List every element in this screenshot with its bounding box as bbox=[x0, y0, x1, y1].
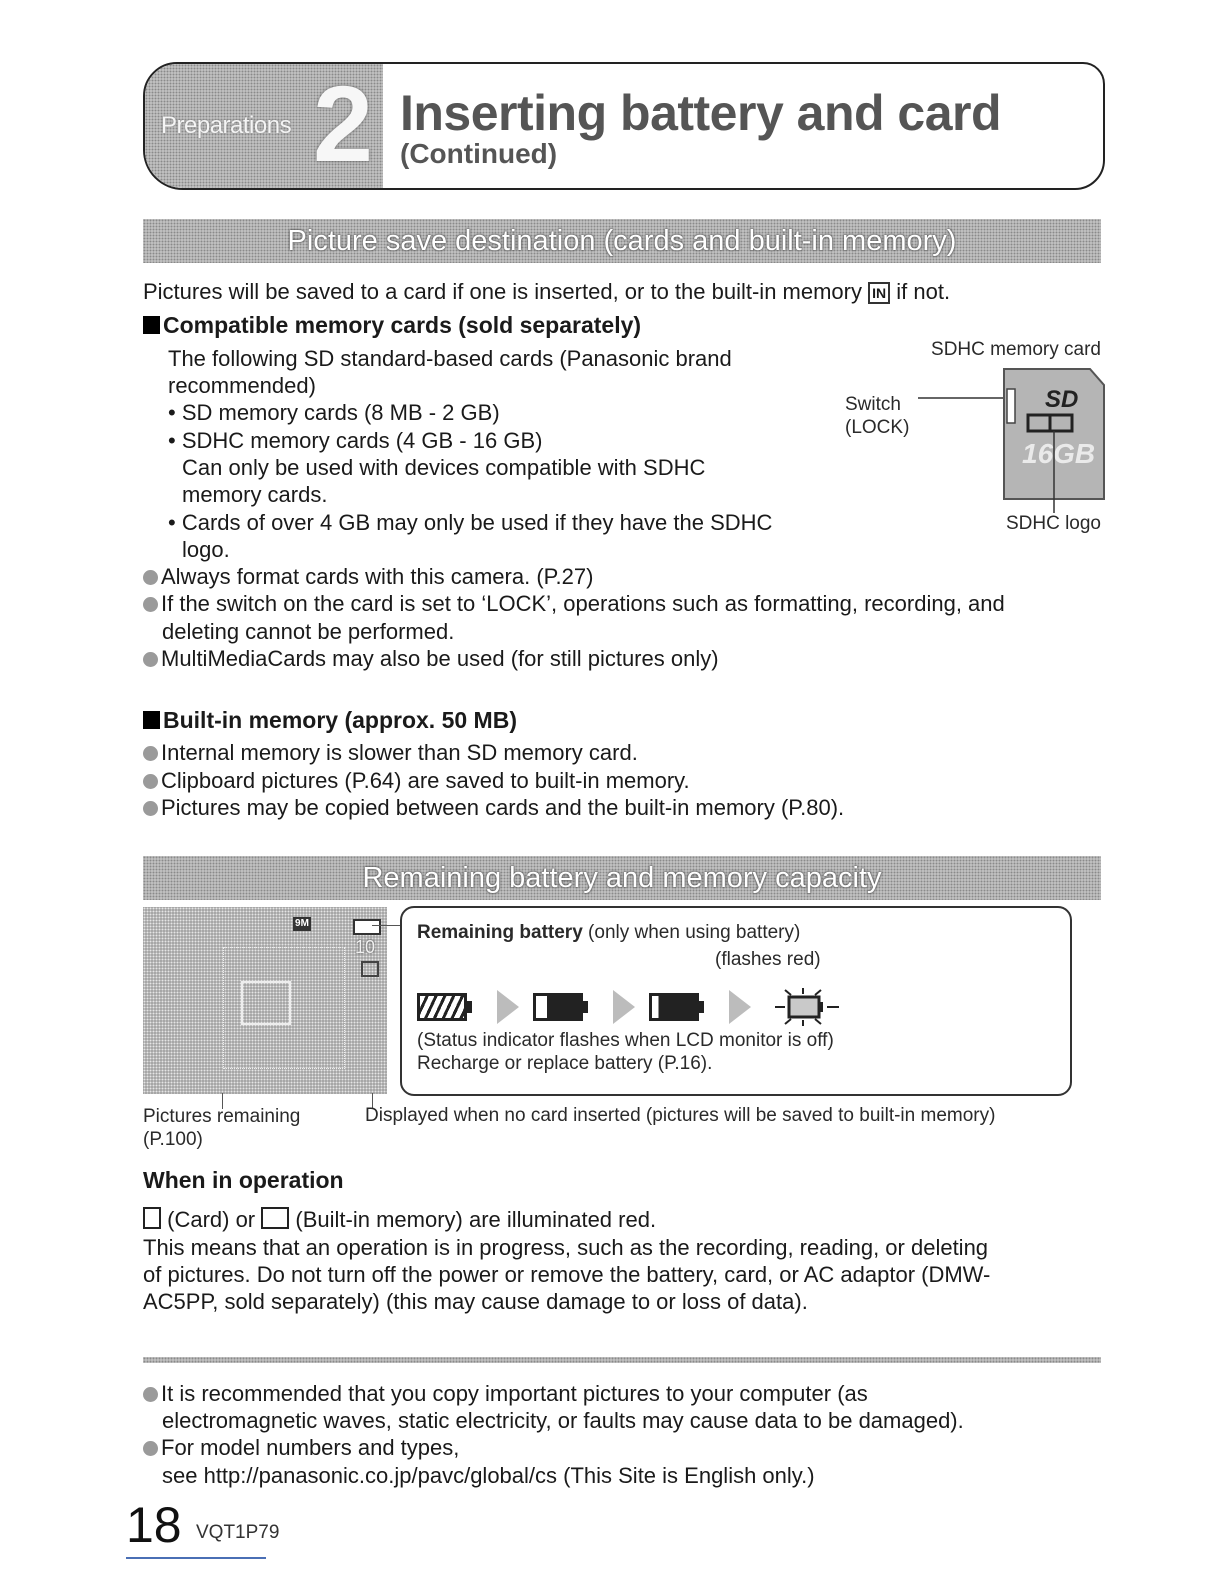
footnote-item: It is recommended that you copy important pictures to your computer (as bbox=[143, 1380, 868, 1407]
operation-line: of pictures. Do not turn off the power or remove the battery, card, or AC adaptor (DMW- bbox=[143, 1262, 991, 1287]
round-bullet-icon bbox=[143, 801, 158, 816]
pictures-remaining-count: 10 bbox=[355, 937, 376, 957]
camera-lcd-screen bbox=[143, 907, 387, 1094]
intro-text: Pictures will be saved to a card if one is inserted, or to the built-in memory IN if not. bbox=[143, 279, 951, 304]
section-bar-battery-capacity bbox=[143, 856, 1101, 900]
arrow-right-icon bbox=[497, 990, 519, 1024]
picture-size-icon: 9M bbox=[293, 917, 311, 931]
note-item: Clipboard pictures (P.64) are saved to built-in memory. bbox=[143, 767, 690, 794]
leader-line bbox=[372, 925, 402, 926]
switch-label: Switch (LOCK) bbox=[845, 394, 910, 438]
section-bar-title: Remaining battery and memory capacity bbox=[362, 862, 882, 894]
dotted-divider bbox=[143, 1357, 1101, 1363]
arrow-right-icon bbox=[729, 990, 751, 1024]
note-item: Pictures may be copied between cards and the built-in memory (P.80). bbox=[143, 794, 844, 821]
round-bullet-icon bbox=[143, 1387, 158, 1402]
operation-heading: When in operation bbox=[143, 1167, 344, 1193]
pictures-remaining-label: Pictures remaining (P.100) bbox=[143, 1106, 301, 1150]
sdhc-card-illustration bbox=[918, 365, 1108, 515]
card-type-detail: memory cards. bbox=[182, 482, 328, 507]
note-continuation: deleting cannot be performed. bbox=[162, 619, 455, 644]
compatible-text-line: recommended) bbox=[168, 373, 316, 398]
compatible-text-line: The following SD standard-based cards (Panasonic brand bbox=[168, 346, 732, 371]
square-bullet-icon bbox=[143, 316, 160, 334]
footnote-item: For model numbers and types, bbox=[143, 1434, 459, 1461]
flashes-red-label: (flashes red) bbox=[715, 949, 821, 970]
header-section-tab bbox=[145, 64, 383, 188]
note-item: If the switch on the card is set to ‘LOCK’, operations such as formatting, recording, and bbox=[143, 590, 1005, 617]
square-bullet-icon bbox=[143, 711, 160, 729]
builtin-memory-heading: Built-in memory (approx. 50 MB) bbox=[143, 707, 517, 734]
card-type-item: • SDHC memory cards (4 GB - 16 GB) bbox=[168, 428, 543, 453]
round-bullet-icon bbox=[143, 597, 158, 612]
page-title: Inserting battery and card bbox=[400, 85, 1002, 141]
card-type-item: • Cards of over 4 GB may only be used if they have the SDHC bbox=[168, 510, 773, 535]
compatible-cards-heading: Compatible memory cards (sold separately) bbox=[143, 312, 641, 339]
arrow-right-icon bbox=[613, 990, 635, 1024]
note-item: Always format cards with this camera. (P.27) bbox=[143, 563, 593, 590]
built-in-memory-icon bbox=[361, 961, 379, 977]
footnote-continuation: see http://panasonic.co.jp/pavc/global/cs (This Site is English only.) bbox=[162, 1463, 815, 1488]
battery-two-thirds-icon bbox=[533, 993, 583, 1021]
page-number: 18 bbox=[126, 1497, 182, 1553]
round-bullet-icon bbox=[143, 652, 158, 667]
battery-level-sequence bbox=[417, 986, 845, 1028]
callout-title: Remaining battery (only when using battery) bbox=[417, 922, 801, 943]
round-bullet-icon bbox=[143, 1441, 158, 1456]
card-access-icon bbox=[143, 1207, 161, 1229]
lock-switch bbox=[1007, 389, 1015, 423]
page-subtitle: (Continued) bbox=[400, 138, 558, 169]
section-bar-save-destination bbox=[143, 219, 1101, 263]
operation-line: AC5PP, sold separately) (this may cause damage to or loss of data). bbox=[143, 1289, 808, 1314]
card-figure-caption-bottom: SDHC logo bbox=[1005, 513, 1101, 534]
battery-empty-flashing-icon bbox=[765, 986, 845, 1028]
note-item: Internal memory is slower than SD memory card. bbox=[143, 739, 638, 766]
card-type-detail: logo. bbox=[182, 537, 230, 562]
battery-full-icon bbox=[417, 993, 467, 1021]
built-in-memory-icon: IN bbox=[868, 282, 890, 304]
round-bullet-icon bbox=[143, 774, 158, 789]
page-header bbox=[143, 62, 1105, 190]
round-bullet-icon bbox=[143, 746, 158, 761]
status-note: (Status indicator flashes when LCD monitor is off) bbox=[417, 1030, 834, 1051]
recharge-note: Recharge or replace battery (P.16). bbox=[417, 1053, 713, 1074]
card-type-detail: Can only be used with devices compatible with SDHC bbox=[182, 455, 706, 480]
header-section-label: Preparations bbox=[161, 112, 292, 139]
card-type-item: • SD memory cards (8 MB - 2 GB) bbox=[168, 400, 500, 425]
no-card-label: Displayed when no card inserted (pictures will be saved to built-in memory) bbox=[365, 1105, 996, 1126]
af-area-bracket bbox=[241, 981, 291, 1025]
footnote-continuation: electromagnetic waves, static electricity, or faults may cause data to be damaged). bbox=[162, 1408, 964, 1433]
note-item: MultiMediaCards may also be used (for still pictures only) bbox=[143, 645, 719, 672]
footer-rule bbox=[126, 1557, 266, 1559]
operation-line: This means that an operation is in progress, such as the recording, reading, or deleting bbox=[143, 1235, 989, 1260]
sd-logo-icon: SD bbox=[1045, 386, 1079, 413]
round-bullet-icon bbox=[143, 570, 158, 585]
battery-one-third-icon bbox=[649, 993, 699, 1021]
model-code: VQT1P79 bbox=[196, 1522, 280, 1543]
section-bar-title: Picture save destination (cards and built-in memory) bbox=[287, 225, 957, 257]
operation-line: (Card) or (Built-in memory) are illuminated red. bbox=[143, 1206, 656, 1233]
battery-indicator-icon bbox=[353, 919, 381, 935]
battery-callout bbox=[400, 906, 1072, 1096]
card-capacity-label: 16GB bbox=[1022, 438, 1096, 469]
card-figure-caption-top: SDHC memory card bbox=[931, 339, 1101, 360]
header-chapter-number: 2 bbox=[313, 63, 374, 184]
built-in-memory-access-icon bbox=[261, 1207, 289, 1229]
